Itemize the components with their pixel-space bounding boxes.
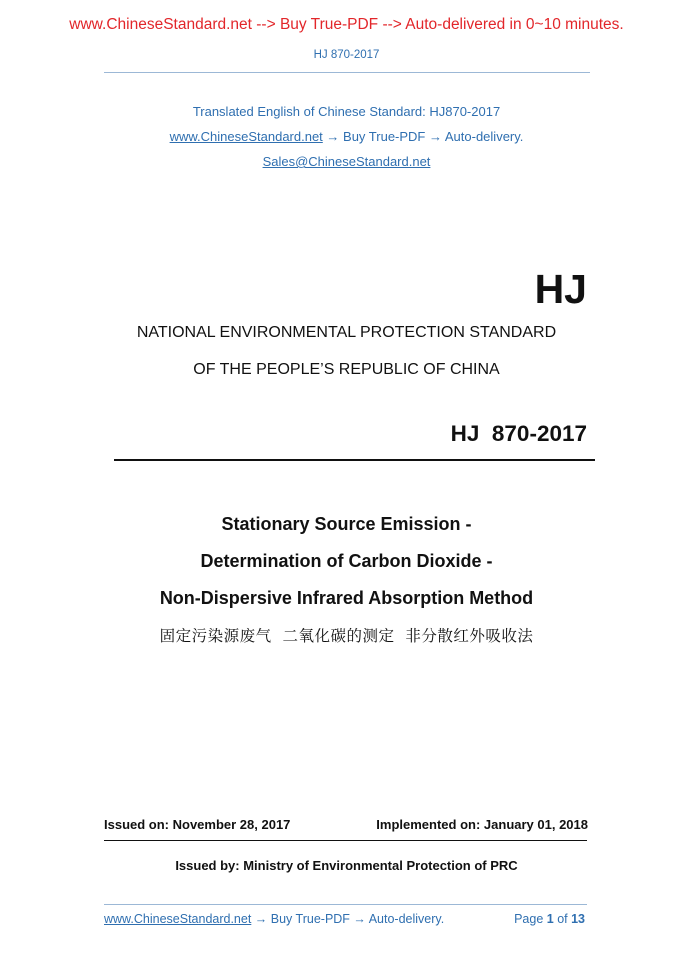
- title-chinese: 固定污染源废气 二氧化碳的测定 非分散红外吸收法: [159, 627, 534, 645]
- organization-line-1: NATIONAL ENVIRONMENTAL PROTECTION STANDARD: [136, 324, 557, 341]
- page-indicator: [514, 912, 585, 926]
- footer-site-rest: → Buy True-PDF → Auto-delivery.: [251, 912, 445, 926]
- title-line-3: Non-Dispersive Infrared Absorption Method: [159, 588, 534, 608]
- top-banner: www.ChineseStandard.net --> Buy True-PDF --> Auto-delivered in 0~10 minutes.: [69, 16, 624, 33]
- sales-line: [0, 154, 693, 169]
- page-label: Page: [514, 912, 547, 926]
- footer-rule: [104, 904, 587, 905]
- standard-prefix: HJ: [534, 266, 587, 312]
- site-link[interactable]: www.ChineseStandard.net: [169, 129, 323, 144]
- standard-number: HJ 870-2017: [450, 421, 587, 446]
- page-of: of: [553, 912, 572, 926]
- translation-line: Translated English of Chinese Standard: HJ870-2017: [192, 104, 501, 119]
- footer-site-line: [104, 912, 444, 926]
- header-rule: [104, 72, 590, 73]
- title-line-2: Determination of Carbon Dioxide -: [200, 551, 493, 571]
- issued-by: Issued by: Ministry of Environmental Protection of PRC: [175, 858, 518, 873]
- dates-rule: [104, 840, 587, 841]
- issued-date: Issued on: November 28, 2017: [104, 817, 291, 832]
- title-line-1: Stationary Source Emission -: [221, 514, 472, 534]
- header-code: HJ 870-2017: [313, 49, 380, 61]
- site-line-rest: → Buy True-PDF → Auto-delivery.: [322, 129, 524, 144]
- page-current: 1: [546, 912, 554, 926]
- page-total: 13: [571, 912, 585, 926]
- implemented-date: Implemented on: January 01, 2018: [376, 817, 588, 832]
- site-line: [0, 129, 693, 144]
- sales-email-link[interactable]: Sales@ChineseStandard.net: [262, 154, 431, 169]
- footer-site-link[interactable]: www.ChineseStandard.net: [104, 912, 252, 926]
- standard-rule: [114, 459, 595, 461]
- organization-line-2: OF THE PEOPLE’S REPUBLIC OF CHINA: [193, 361, 500, 378]
